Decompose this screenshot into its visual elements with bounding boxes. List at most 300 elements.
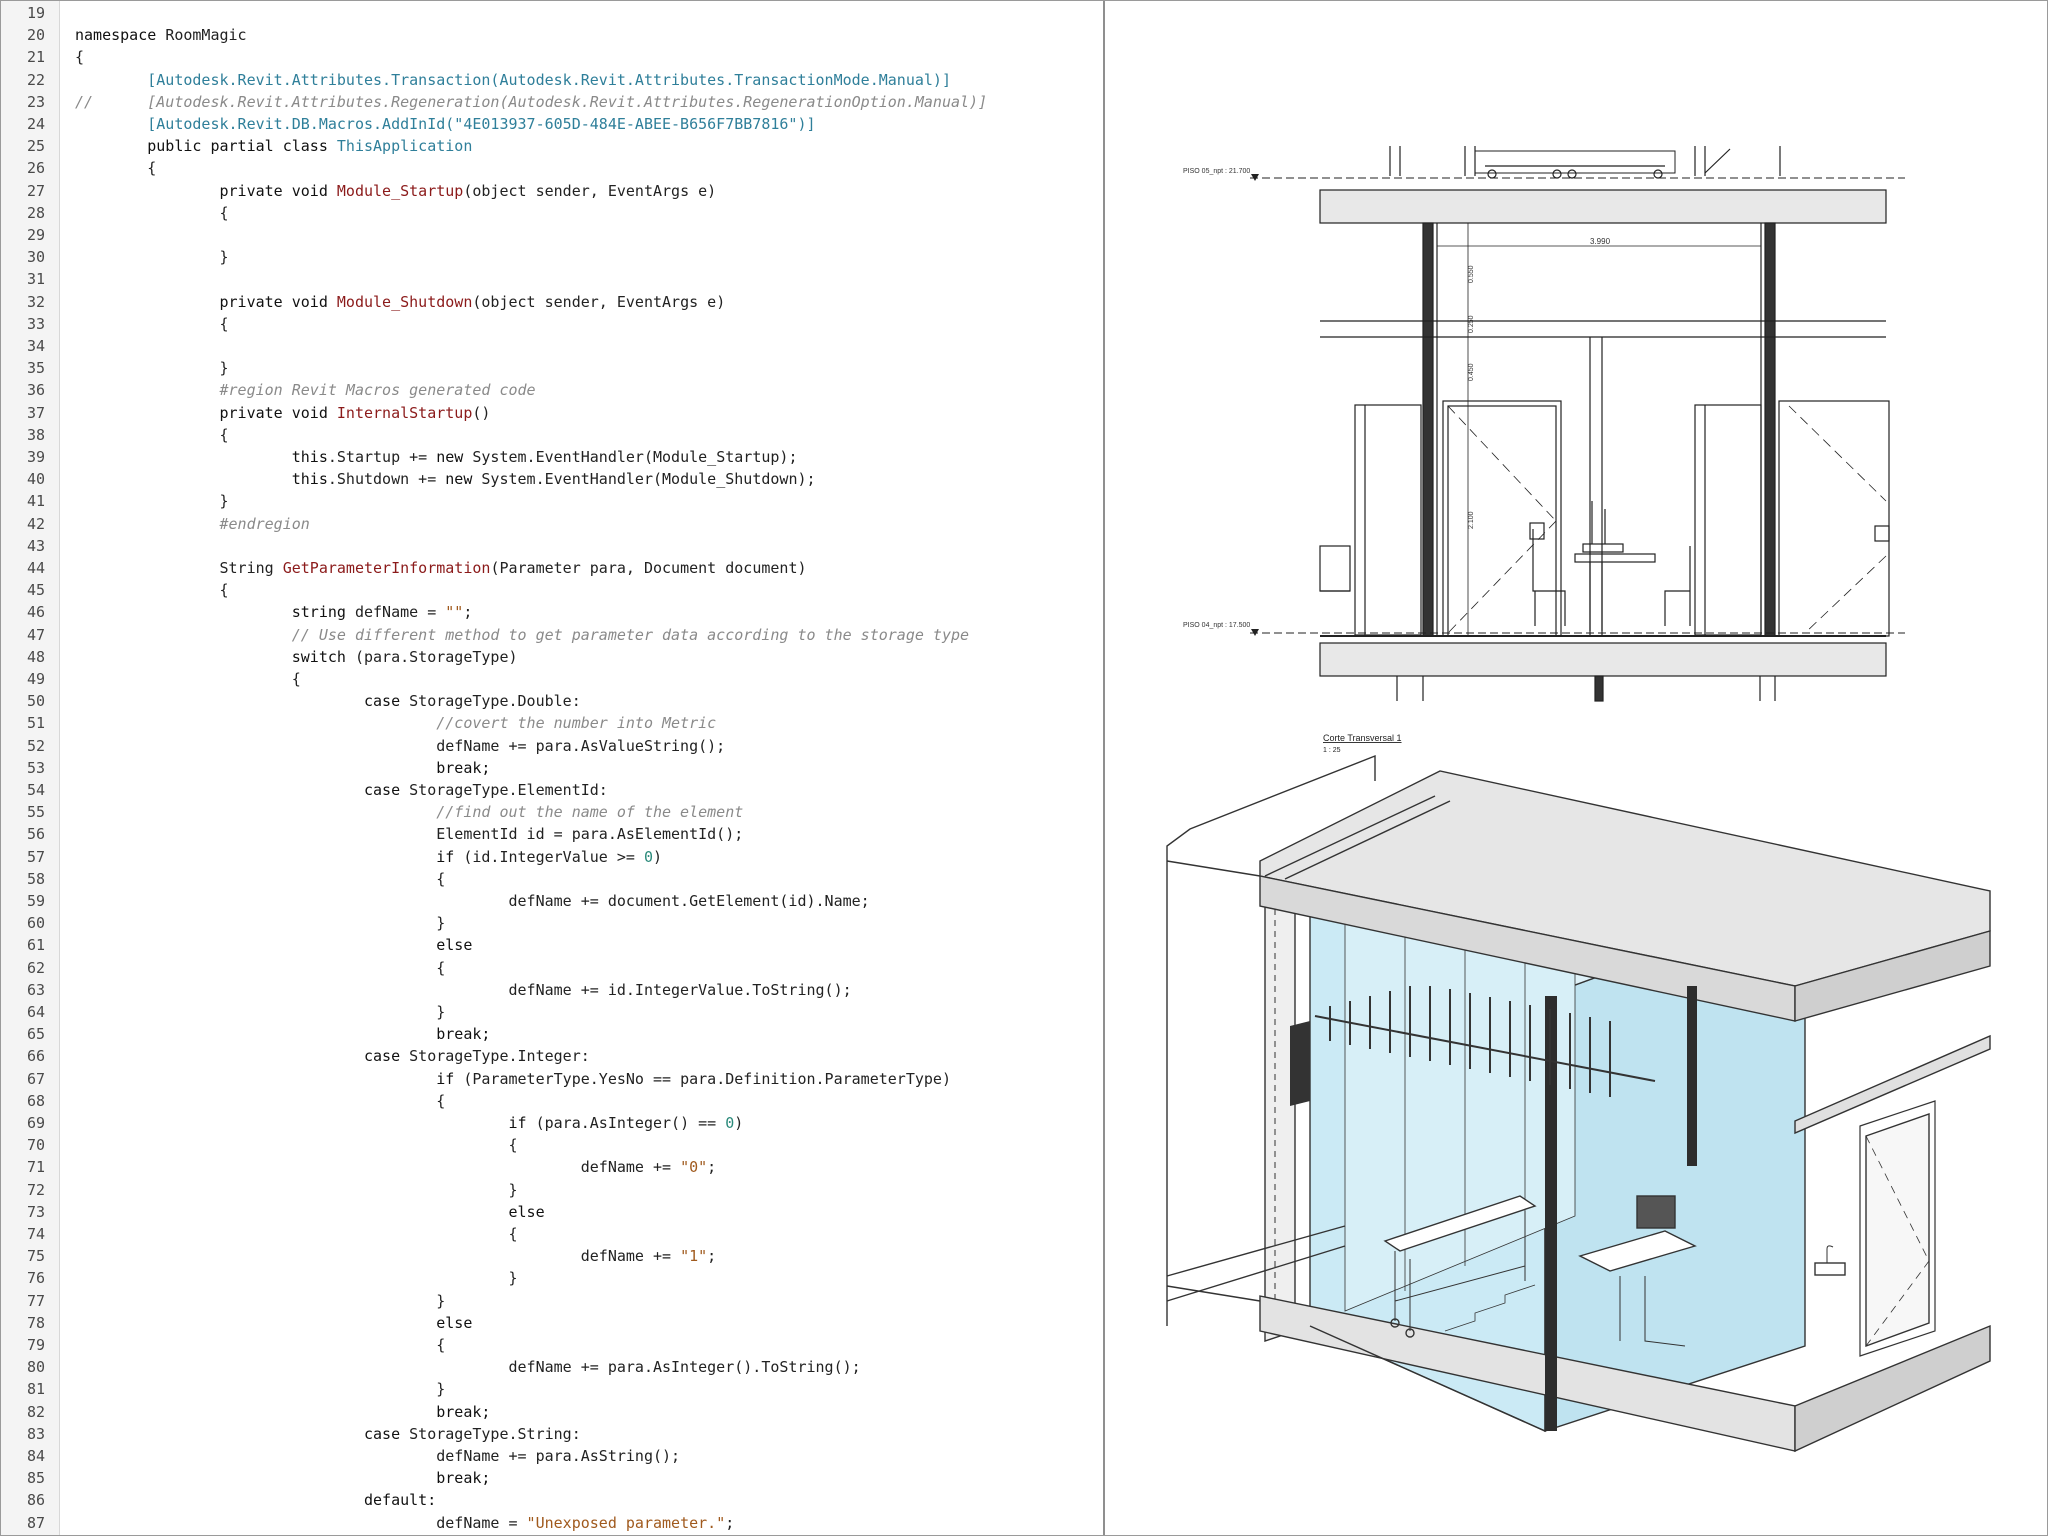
code-text[interactable] [75,1045,590,1067]
code-token: defName += document.GetElement(id).Name; [75,892,870,910]
line-number: 75 [26,1247,45,1266]
code-token: "1" [680,1247,708,1266]
code-line[interactable] [1,335,1103,357]
code-token: } [75,1269,518,1288]
code-line[interactable] [1,934,1103,956]
line-number: 70 [26,1136,45,1155]
code-line[interactable] [1,246,1103,268]
code-token: "" [445,603,464,622]
code-line[interactable] [1,1290,1103,1312]
line-number: 78 [26,1313,45,1332]
code-line[interactable] [1,1023,1103,1045]
code-token: (ParameterType.YesNo == para.Definition.ParameterType) [463,1069,951,1088]
code-token: InternalStartup [336,403,473,422]
code-token: Module_Shutdown [336,292,473,311]
code-text[interactable] [75,1467,490,1489]
code-text[interactable] [75,1512,734,1534]
code-token: public partial class [75,137,337,156]
code-line[interactable] [1,1134,1103,1156]
dim-4-label: 2.100 [1468,511,1475,529]
code-text[interactable] [75,513,310,535]
dim-2-label: 0.250 [1468,315,1475,333]
line-number: 62 [26,958,45,977]
line-number: 42 [26,514,45,533]
code-text[interactable] [75,646,518,668]
code-text[interactable] [75,113,816,135]
code-line[interactable] [1,157,1103,179]
line-number: 50 [26,692,45,711]
code-text[interactable] [75,601,472,623]
line-number: 66 [26,1047,45,1066]
code-text[interactable] [75,291,725,313]
code-text[interactable] [75,1445,680,1467]
line-number: 68 [26,1091,45,1110]
line-number: 41 [26,492,45,511]
code-text[interactable] [75,1290,445,1312]
code-line[interactable] [1,979,1103,1001]
code-token: case [75,1047,410,1066]
code-line[interactable] [1,1489,1103,1511]
code-line[interactable] [1,69,1103,91]
code-line[interactable] [1,91,1103,113]
code-token: defName = [354,603,446,622]
code-token: ; [463,603,473,622]
code-text[interactable] [75,1201,545,1223]
code-text[interactable] [75,1023,490,1045]
code-token: private void [75,403,337,422]
code-line[interactable] [1,535,1103,557]
code-line[interactable] [1,1312,1103,1334]
code-line[interactable] [1,2,1103,24]
code-token: ; [725,1513,735,1532]
code-line[interactable] [1,135,1103,157]
code-token: [Autodesk.Revit.DB.Macros.AddInId("4E013937-605D-484E-ABEE-B656F7BB7816")] [75,115,816,133]
line-number: 23 [26,92,45,111]
line-number: 40 [26,470,45,489]
line-number: 86 [26,1491,45,1510]
code-line[interactable] [1,1378,1103,1400]
code-text[interactable] [75,957,445,979]
code-token: // [Autodesk.Revit.Attributes.Regeneration(Autodesk.Revit.Attributes.RegenerationOption.Manual)] [75,92,988,111]
code-text[interactable] [75,1489,436,1511]
code-token: //find out the name of the element [75,803,744,822]
code-token: { [75,1225,518,1243]
line-number: 22 [26,70,45,89]
code-text[interactable] [75,1423,581,1445]
code-token: ; [707,1158,717,1177]
line-number: 57 [26,847,45,866]
line-number: 67 [26,1069,45,1088]
code-token: } [75,914,446,933]
code-text[interactable] [75,1334,445,1356]
code-text[interactable] [75,1267,518,1289]
code-text[interactable] [75,801,743,823]
code-line[interactable] [1,735,1103,757]
code-text[interactable] [75,979,852,1001]
line-number: 76 [26,1269,45,1288]
line-number: 21 [26,48,45,67]
line-number: 73 [26,1202,45,1221]
code-token: case [75,1424,410,1443]
code-token: } [75,1380,446,1399]
code-token: string [75,603,355,622]
code-text[interactable] [75,912,445,934]
code-line[interactable] [1,1267,1103,1289]
line-number: 31 [26,270,45,289]
code-token: (object sender, EventArgs e) [472,292,726,311]
line-number: 65 [26,1025,45,1044]
line-number: 64 [26,1003,45,1021]
code-line[interactable] [1,313,1103,335]
code-token: defName = [75,1513,527,1532]
code-token: .Startup += [327,448,437,466]
code-text[interactable] [75,157,156,179]
code-line[interactable] [1,180,1103,202]
line-number: 20 [26,26,45,45]
dim-width-label: 3.990 [1590,237,1611,246]
code-text[interactable] [75,1112,743,1134]
line-number: 49 [26,670,45,688]
code-line[interactable] [1,402,1103,424]
code-line[interactable] [1,1334,1103,1356]
code-token: defName += para.AsInteger().ToString(); [75,1358,861,1377]
code-text[interactable] [75,402,490,424]
code-token: StorageType.ElementId: [409,781,608,799]
code-line[interactable] [1,1068,1103,1090]
line-number: 56 [26,825,45,844]
line-number: 74 [26,1225,45,1243]
dim-1-label: 0.550 [1468,265,1475,283]
code-text[interactable] [75,712,716,734]
code-line[interactable] [1,579,1103,601]
code-text[interactable] [75,934,472,956]
code-text[interactable] [75,313,229,335]
code-text[interactable] [75,246,229,268]
code-line[interactable] [1,202,1103,224]
code-text[interactable] [75,357,229,379]
code-token: break; [75,1402,491,1421]
code-line[interactable] [1,846,1103,868]
code-token: // Use different method to get parameter data according to the storage type [75,625,970,644]
line-number: 45 [26,581,45,600]
code-token: default: [75,1491,437,1510]
code-line[interactable] [1,468,1103,490]
code-token: } [75,492,229,511]
line-number: 58 [26,869,45,888]
code-line[interactable] [1,668,1103,690]
code-line[interactable] [1,1356,1103,1378]
code-token: { [75,670,301,688]
code-token: case [75,781,410,799]
code-line[interactable] [1,490,1103,512]
line-number: 30 [26,248,45,267]
line-number: 84 [26,1447,45,1465]
code-line[interactable] [1,1245,1103,1267]
code-token: "0" [680,1158,708,1177]
code-token: { [75,425,229,444]
line-number: 36 [26,381,45,400]
section-scale: 1 : 25 [1323,747,1341,754]
code-text[interactable] [75,91,987,113]
code-token: StorageType.String: [409,1424,581,1443]
code-token: #region Revit Macros generated code [75,381,536,400]
code-line[interactable] [1,1112,1103,1134]
code-token: String [75,559,283,577]
code-token: (para.StorageType) [354,647,518,666]
dim-3-label: 0.450 [1468,363,1475,381]
code-token: System.EventHandler(Module_Startup); [463,448,798,466]
code-line[interactable] [1,823,1103,845]
code-token: { [75,581,229,600]
code-text[interactable] [75,735,725,757]
code-text[interactable] [75,1401,490,1423]
line-number: 85 [26,1469,45,1488]
code-token: //covert the number into Metric [75,714,717,733]
code-line[interactable] [1,1401,1103,1423]
line-number: 87 [26,1513,45,1532]
code-line[interactable] [1,1467,1103,1489]
line-number: 71 [26,1158,45,1177]
code-line[interactable] [1,46,1103,68]
code-text[interactable] [75,1090,445,1112]
code-text[interactable] [75,579,229,601]
line-number: 77 [26,1291,45,1310]
line-number: 27 [26,181,45,200]
code-line[interactable] [1,1001,1103,1023]
code-text[interactable] [75,1356,861,1378]
code-token: if [75,1114,536,1132]
code-text[interactable] [75,1068,951,1090]
code-text[interactable] [75,1312,472,1334]
code-token: } [75,1180,518,1199]
code-line[interactable] [1,624,1103,646]
code-token: { [75,203,229,222]
code-token: ThisApplication [336,137,473,156]
code-token: defName += para.AsString(); [75,1447,681,1465]
section-title: Corte Transversal 1 [1323,733,1402,743]
code-line[interactable] [1,446,1103,468]
code-token: (Parameter para, Document document) [490,559,807,577]
code-text[interactable] [75,69,951,91]
code-token: new [445,470,473,489]
code-token: "Unexposed parameter." [526,1513,726,1532]
code-line[interactable] [1,24,1103,46]
code-line[interactable] [1,1223,1103,1245]
code-token: Module_Startup [336,181,464,200]
line-number: 54 [26,781,45,799]
code-text[interactable] [75,823,743,845]
code-token: GetParameterInformation [282,559,491,577]
code-token: } [75,248,229,267]
line-number: 33 [26,314,45,333]
code-editor[interactable] [1,1,1103,1535]
line-number: 44 [26,559,45,577]
code-text[interactable] [75,668,301,690]
code-token: namespace [75,26,166,45]
code-token: defName += [75,1247,681,1266]
code-line[interactable] [1,1179,1103,1201]
code-token: else [75,936,473,955]
line-number: 26 [26,159,45,178]
code-text[interactable] [75,1001,445,1023]
code-token: private void [75,181,337,200]
code-text[interactable] [75,779,608,801]
code-text[interactable] [75,690,581,712]
code-text[interactable] [75,135,472,157]
code-token: new [436,448,464,466]
code-text[interactable] [75,1179,518,1201]
level-lower-label: PISO 04_npt : 17.500 [1183,622,1251,629]
code-text[interactable] [75,757,490,779]
code-line[interactable] [1,957,1103,979]
code-token: #endregion [75,514,310,533]
code-token: ElementId id = para.AsElementId(); [75,825,744,844]
architectural-drawings [1105,1,2045,1535]
line-number: 28 [26,203,45,222]
line-number: 51 [26,714,45,733]
code-line[interactable] [1,646,1103,668]
section-title-block [1323,733,1402,754]
code-token: break; [75,1025,491,1044]
code-line[interactable] [1,113,1103,135]
code-line[interactable] [1,912,1103,934]
code-token: [Autodesk.Revit.Attributes.Transaction(Autodesk.Revit.Attributes.TransactionMode.Manual)] [75,70,951,89]
code-token: { [75,314,229,333]
line-number: 69 [26,1114,45,1132]
code-text[interactable] [75,24,247,46]
line-number: 53 [26,758,45,777]
code-token: defName += [75,1158,681,1177]
code-line[interactable] [1,601,1103,623]
code-line[interactable] [1,557,1103,579]
line-number: 24 [26,115,45,133]
line-number: 61 [26,936,45,955]
code-line[interactable] [1,890,1103,912]
code-token: this [75,448,328,466]
line-number: 60 [26,914,45,933]
code-text[interactable] [75,846,662,868]
line-number: 37 [26,403,45,422]
line-number: 47 [26,625,45,644]
code-text[interactable] [75,424,229,446]
code-text[interactable] [75,379,536,401]
section-drawing [1183,146,1905,701]
code-line[interactable] [1,712,1103,734]
code-line[interactable] [1,1156,1103,1178]
code-token: break; [75,1469,491,1488]
code-text[interactable] [75,1245,716,1267]
code-token: else [75,1202,545,1221]
code-token: StorageType.Double: [409,692,581,711]
line-number: 83 [26,1424,45,1443]
line-number: 48 [26,647,45,666]
code-text[interactable] [75,890,870,912]
code-line[interactable] [1,1201,1103,1223]
code-token: () [472,403,491,422]
code-line[interactable] [1,757,1103,779]
code-token: } [75,1291,446,1310]
line-number: 39 [26,448,45,466]
line-number: 43 [26,536,45,555]
code-line[interactable] [1,1445,1103,1467]
code-text[interactable] [75,1156,716,1178]
code-text[interactable] [75,446,797,468]
code-token: case [75,692,410,711]
line-number: 29 [26,226,45,244]
code-token: (object sender, EventArgs e) [463,181,717,200]
line-number: 79 [26,1336,45,1354]
code-line[interactable] [1,801,1103,823]
code-token: ; [707,1247,717,1266]
code-text[interactable] [75,46,84,68]
code-token: 0 [725,1114,735,1132]
code-token: defName += id.IntegerValue.ToString(); [75,980,852,999]
code-token: { [75,1336,446,1354]
code-line[interactable] [1,1423,1103,1445]
code-line[interactable] [1,779,1103,801]
line-number: 52 [26,736,45,755]
isometric-drawing [1167,756,1990,1451]
code-token: if [75,847,464,866]
code-line[interactable] [1,868,1103,890]
code-token: { [75,958,446,977]
level-upper-label: PISO 05_npt : 21.700 [1183,168,1251,175]
code-token: this [75,470,328,489]
code-token: } [75,359,229,378]
code-token: { [75,869,446,888]
code-line[interactable] [1,424,1103,446]
code-token: switch [75,647,355,666]
line-number: 59 [26,892,45,910]
code-token: } [75,1003,446,1021]
code-line[interactable] [1,513,1103,535]
code-token: ) [652,847,663,866]
code-token: if [75,1069,464,1088]
code-token: System.EventHandler(Module_Shutdown); [472,470,816,489]
code-token: 0 [643,847,653,866]
line-number: 35 [26,359,45,378]
code-text[interactable] [75,490,229,512]
code-text[interactable] [75,468,816,490]
code-line[interactable] [1,268,1103,290]
code-text[interactable] [75,180,716,202]
code-text[interactable] [75,1223,518,1245]
code-token: { [75,159,157,178]
line-number: 80 [26,1358,45,1377]
code-line[interactable] [1,357,1103,379]
line-number: 25 [26,137,45,156]
code-line[interactable] [1,224,1103,246]
code-line[interactable] [1,291,1103,313]
code-token: StorageType.Integer: [409,1047,590,1066]
code-text[interactable] [75,1378,445,1400]
code-text[interactable] [75,624,969,646]
code-line[interactable] [1,690,1103,712]
code-line[interactable] [1,379,1103,401]
code-text[interactable] [75,557,807,579]
line-number: 32 [26,292,45,311]
code-text[interactable] [75,868,445,890]
code-line[interactable] [1,1045,1103,1067]
line-number: 72 [26,1180,45,1199]
line-number: 19 [26,4,45,22]
code-line[interactable] [1,1090,1103,1112]
code-line[interactable] [1,1512,1103,1534]
code-text[interactable] [75,202,229,224]
code-token: .Shutdown += [327,470,446,489]
code-text[interactable] [75,1134,518,1156]
code-token: (id.IntegerValue >= [463,847,644,866]
